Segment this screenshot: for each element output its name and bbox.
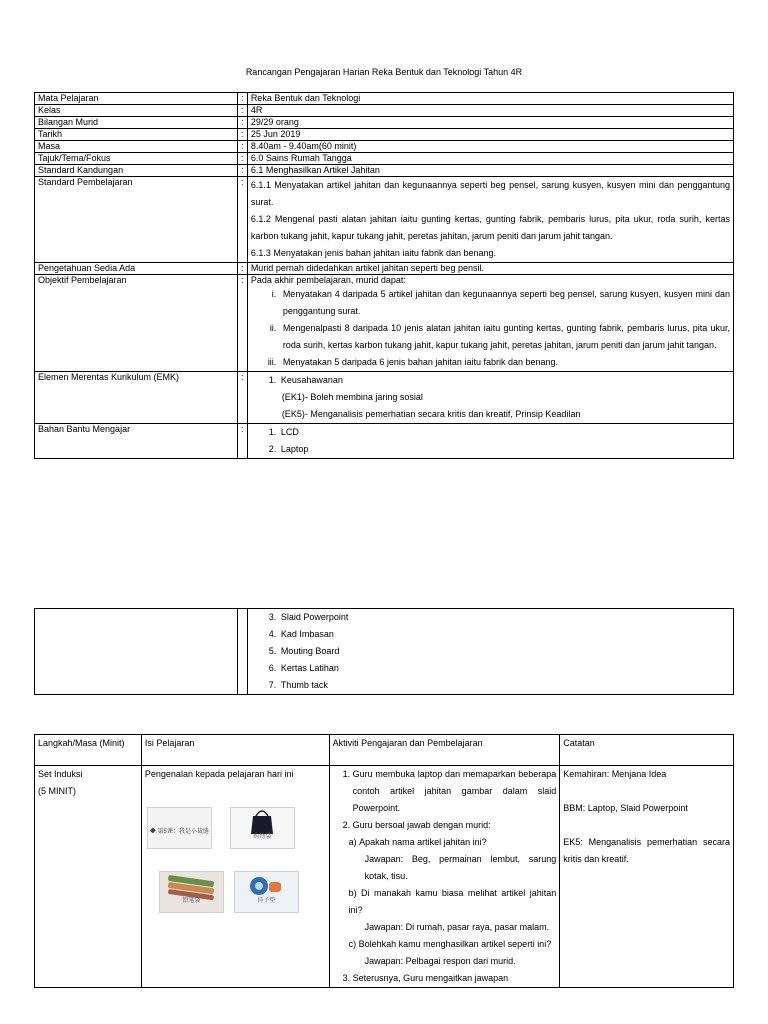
table-row: [35, 275, 734, 372]
empty-cell: [237, 609, 247, 695]
field-value: 25 Jun 2019: [247, 129, 733, 141]
slide-thumbnails: [145, 789, 326, 914]
list-item: 3. Seterusnya, Guru mengaitkan jawapan: [353, 970, 557, 987]
field-label: Standard Kandungan: [35, 165, 238, 177]
table-row: [35, 165, 734, 177]
colon: :: [237, 93, 247, 105]
item-marker: c): [348, 939, 359, 949]
field-value: 6.0 Sains Rumah Tangga: [247, 153, 733, 165]
table-row: [35, 93, 734, 105]
list-item: 1. LCD: [279, 424, 730, 441]
table-row: [35, 766, 734, 988]
item-marker: a): [348, 837, 360, 847]
list-item: 2. Laptop: [279, 441, 730, 458]
bbm-continuation-table: [34, 608, 734, 695]
standard-paragraph: 6.1.3 Menyatakan jenis bahan jahitan iaitu fabrik dan benang.: [250, 248, 496, 258]
table-row: [35, 129, 734, 141]
table-row: [35, 141, 734, 153]
field-value: 29/29 orang: [247, 117, 733, 129]
field-label: Masa: [35, 141, 238, 153]
field-label: Elemen Merentas Kurikulum (EMK): [35, 372, 238, 424]
colon: :: [237, 153, 247, 165]
list-item: 4. Kad Imbasan: [279, 626, 730, 643]
field-label: Tarikh: [35, 129, 238, 141]
pencil-case-image: [159, 871, 224, 913]
spacer: [563, 817, 730, 834]
item-marker: b): [348, 888, 362, 898]
field-value: 4R: [247, 105, 733, 117]
colon: :: [237, 424, 247, 459]
list-item: ii. Mengenalpasti 8 daripada 10 jenis alatan jahitan iaitu gunting kertas, gunting fabrik, pembaris lurus, pita ukur, roda surih, kertas karbon tukang jahit, kapur tukang jahit, peretas jahitan, jarum peniti dan jarum jahit tangan.: [279, 320, 730, 354]
objective-intro: Pada akhir pembelajaran, murid dapat:: [250, 275, 406, 285]
note-line: BBM: Laptop, Slaid Powerpoint: [563, 803, 688, 813]
list-item: iii. Menyatakan 5 daripada 6 jenis bahan jahitan iaitu fabrik dan benang.: [279, 354, 730, 371]
table-header-row: [35, 735, 734, 766]
activity-list: [333, 970, 557, 987]
field-label: Tajuk/Tema/Fokus: [35, 153, 238, 165]
field-value: [247, 275, 733, 372]
field-value: Murid pernah didedahkan artikel jahitan seperti beg pensil.: [247, 263, 733, 275]
answer-text: Jawapan: Pelbagai respon dari murid.: [364, 956, 516, 966]
column-header: Aktiviti Pengajaran dan Pembelajaran: [329, 735, 560, 766]
field-value: [247, 609, 733, 695]
table-row: [35, 372, 734, 424]
field-value: 6.1 Menghasilkan Artikel Jahitan: [247, 165, 733, 177]
table-row: [35, 177, 734, 263]
note-line: Kemahiran: Menjana Idea: [563, 769, 667, 779]
step-time: (5 MINIT): [38, 786, 76, 796]
colon: :: [237, 263, 247, 275]
field-value: [247, 424, 733, 459]
list-item: [349, 834, 557, 851]
table-row: [35, 117, 734, 129]
table-row: [35, 153, 734, 165]
field-value: Reka Bentuk dan Teknologi: [247, 93, 733, 105]
list-item: 6. Kertas Latihan: [279, 660, 730, 677]
step-cell: [35, 766, 142, 988]
bbm-list: [251, 609, 730, 694]
field-value: [247, 177, 733, 263]
spacer: [563, 783, 730, 800]
table-row: [35, 424, 734, 459]
slide-caption: 抖子垫: [257, 898, 276, 904]
bag-image: [230, 807, 295, 849]
slide-caption: 购物袋: [253, 834, 272, 840]
field-label: Pengetahuan Sedia Ada: [35, 263, 238, 275]
content-cell: [141, 766, 329, 988]
field-value: [247, 372, 733, 424]
list-item: 5. Mouting Board: [279, 643, 730, 660]
step-name: Set Induksi: [38, 769, 83, 779]
list-item: 2. Guru bersoal jawab dengan murid:: [353, 817, 557, 834]
list-item: 7. Thumb tack: [279, 677, 730, 694]
cushion-image: [234, 871, 299, 913]
table-row: [35, 609, 734, 695]
field-label: Mata Pelajaran: [35, 93, 238, 105]
empty-cell: [35, 609, 238, 695]
emk-line: (EK5)- Menganalisis pemerhatian secara kritis dan kreatif, Prinsip Keadilan: [281, 409, 581, 419]
question-list: [333, 834, 557, 970]
colon: :: [237, 141, 247, 153]
activity-list: [333, 766, 557, 834]
colon: :: [237, 129, 247, 141]
colon: :: [237, 165, 247, 177]
field-value: 8.40am - 9.40am(60 minit): [247, 141, 733, 153]
question-text: Apakah nama artikel jahitan ini?: [359, 837, 487, 847]
field-label: Objektif Pembelajaran: [35, 275, 238, 372]
objective-list: [251, 286, 730, 371]
column-header: Catatan: [560, 735, 734, 766]
note-line: EK5: Menganalisis pemerhatian secara kritis dan kreatif.: [563, 837, 730, 864]
column-header: Isi Pelajaran: [141, 735, 329, 766]
activity-cell: [329, 766, 560, 988]
answer-text: Jawapan: Di rumah, pasar raya, pasar malam.: [364, 922, 550, 932]
slide-caption: ◆ 第5课：我是小裁缝: [149, 829, 209, 835]
colon: :: [237, 105, 247, 117]
list-item: i. Menyatakan 4 daripada 5 artikel jahitan dan kegunaannya seperti beg pensel, sarung kusyen, kusyen mini dan penggantung surat.: [279, 286, 730, 320]
list-item: 1. Guru membuka laptop dan memaparkan beberapa contoh artikel jahitan gambar dalam slaid Powerpoint.: [353, 766, 557, 817]
lesson-info-table: [34, 92, 734, 459]
notes-cell: [560, 766, 734, 988]
list-item: [349, 885, 557, 919]
column-header: Langkah/Masa (Minit): [35, 735, 142, 766]
standard-paragraph: 6.1.2 Mengenal pasti alatan jahitan iaitu gunting kertas, gunting fabrik, pembaris lurus, pita ukur, roda surih, kertas karbon tukang jahit, kapur tukang jahit, peretas jahitan, jarum peniti dan jarum jahit tangan.: [250, 214, 730, 241]
field-label: Bilangan Murid: [35, 117, 238, 129]
field-label: Standard Pembelajaran: [35, 177, 238, 263]
bbm-list: [251, 424, 730, 458]
emk-list: [251, 372, 730, 389]
list-item: 3. Slaid Powerpoint: [279, 609, 730, 626]
question-text: Di manakah kamu biasa melihat artikel jahitan ini?: [348, 888, 557, 915]
list-item: 1. Keusahawanan: [279, 372, 730, 389]
document-title: Rancangan Pengajaran Harian Reka Bentuk dan Teknologi Tahun 4R: [245, 67, 523, 77]
emk-line: (EK1)- Boleh membina jaring sosial: [281, 392, 423, 402]
list-item: [349, 936, 557, 953]
colon: :: [237, 117, 247, 129]
table-row: [35, 263, 734, 275]
slide-caption: 铅笔袋: [182, 898, 201, 904]
slide-title-thumbnail: [147, 807, 212, 849]
content-text: Pengenalan kepada pelajaran hari ini: [144, 769, 294, 779]
field-label: Bahan Bantu Mengajar: [35, 424, 238, 459]
lesson-steps-table: [34, 734, 734, 988]
colon: :: [237, 177, 247, 263]
answer-text: Jawapan: Beg, permainan lembut, sarung kotak, tisu.: [364, 854, 557, 881]
question-text: Bolehkah kamu menghasilkan artikel seperti ini?: [358, 939, 552, 949]
field-label: Kelas: [35, 105, 238, 117]
standard-paragraph: 6.1.1 Menyatakan artikel jahitan dan kegunaannya seperti beg pensel, sarung kusyen, kusyen mini dan penggantung surat.: [250, 180, 730, 207]
colon: :: [237, 275, 247, 372]
colon: :: [237, 372, 247, 424]
table-row: [35, 105, 734, 117]
